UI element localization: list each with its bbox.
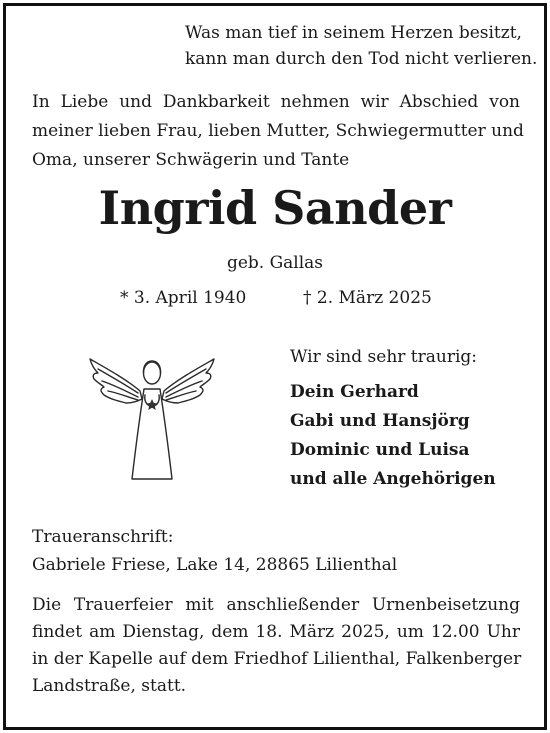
mourner-item: Gabi und Hansjörg [290, 411, 470, 431]
mourner-item: Dein Gerhard [290, 382, 419, 402]
address-label: Traueranschrift: [32, 527, 174, 547]
mourners-intro: Wir sind sehr traurig: [290, 347, 478, 367]
mourner-item: und alle Angehörigen [290, 469, 496, 489]
service-line-3: in der Kapelle auf dem Friedhof Lilienthal, Falkenberger [32, 649, 522, 669]
birth-date: * 3. April 1940 [120, 288, 247, 308]
quote-line-2: kann man durch den Tod nicht verlieren. [185, 49, 538, 69]
intro-line-3: Oma, unserer Schwägerin und Tante [32, 150, 350, 170]
service-line-1: Die Trauerfeier mit anschließender Urnenbeisetzung [32, 595, 520, 615]
funeral-service-paragraph [32, 592, 520, 700]
deceased-name: Ingrid Sander [98, 181, 452, 235]
angel-icon [82, 345, 222, 485]
death-date: † 2. März 2025 [303, 288, 432, 308]
maiden-name: geb. Gallas [226, 253, 324, 273]
intro-line-1: In Liebe und Dankbarkeit nehmen wir Abschied von [32, 92, 520, 112]
service-line-2: findet am Dienstag, dem 18. März 2025, um 12.00 Uhr [32, 622, 520, 642]
intro-line-2: meiner lieben Frau, lieben Mutter, Schwiegermutter und [32, 121, 524, 141]
mourner-item: Dominic und Luisa [290, 440, 470, 460]
mourning-address: Gabriele Friese, Lake 14, 28865 Lilienthal [32, 555, 398, 575]
epigraph-quote [185, 20, 538, 72]
mourners-list [290, 378, 496, 494]
intro-paragraph [32, 88, 524, 175]
service-line-4: Landstraße, statt. [32, 676, 187, 696]
quote-line-1: Was man tief in seinem Herzen besitzt, [185, 23, 522, 43]
